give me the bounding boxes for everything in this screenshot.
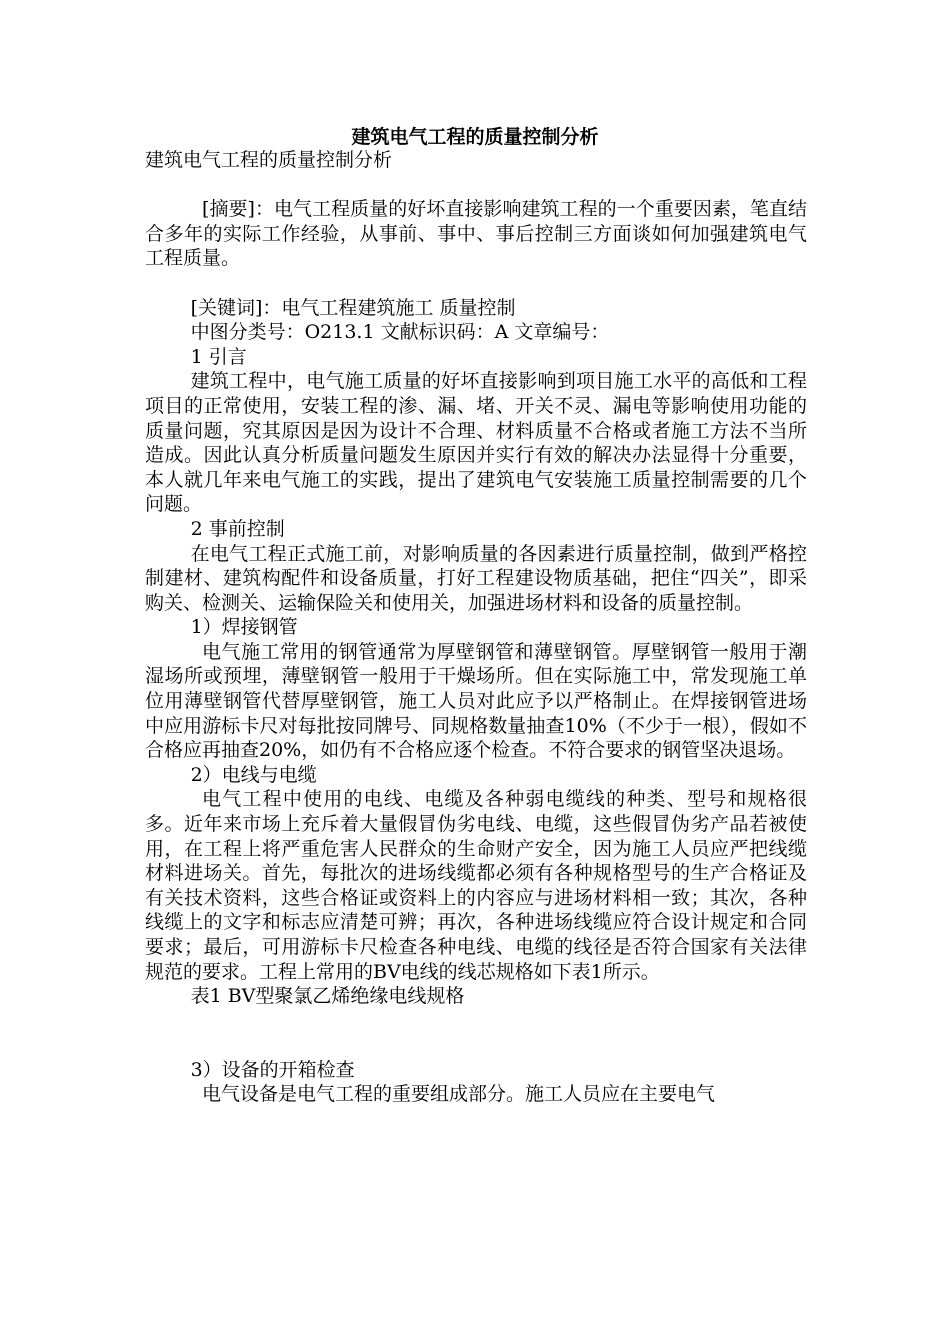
spacer — [145, 173, 807, 198]
document-subtitle: 建筑电气工程的质量控制分析 — [145, 149, 393, 171]
abstract-paragraph: [摘要]：电气工程质量的好坏直接影响建筑工程的一个重要因素，笔直结合多年的实际工作经验，从事前、事中、事后控制三方面谈如何加强建筑电气工程质量。 — [145, 198, 807, 270]
classification-line: 中图分类号：O213.1 文献标识码：A 文章编号： — [190, 321, 610, 344]
subsection-heading-welded-pipe: 1）焊接钢管 — [190, 616, 298, 639]
table-caption: 表1 BV型聚氯乙烯绝缘电线规格 — [190, 985, 465, 1008]
subsection-paragraph-welded-pipe: 电气施工常用的钢管通常为厚壁钢管和薄壁钢管。厚壁钢管一般用于潮湿场所或预埋，薄壁钢管一般用于干燥场所。但在实际施工中，常发现施工单位用薄壁钢管代替厚壁钢管，施工人员对此应予以严格制止。在焊接钢管进场中应用游标卡尺对每批按同牌号、同规格数量抽查10%（不少于一根），假如不合格应再抽查20%，如仍有不合格应逐个检查。不符合要求的钢管坚决退场。 — [145, 640, 807, 762]
document-body — [145, 148, 807, 1107]
subsection-heading-wire-cable: 2）电线与电缆 — [190, 763, 317, 786]
subsection-paragraph-equipment-inspection: 电气设备是电气工程的重要组成部分。施工人员应在主要电气 — [202, 1083, 716, 1106]
section-paragraph-pre-control: 在电气工程正式施工前，对影响质量的各因素进行质量控制，做到严格控制建材、建筑构配件和设备质量，打好工程建设物质基础，把住“四关”，即采购关、检测关、运输保险关和使用关，加强进场材料和设备的质量控制。 — [145, 542, 807, 614]
section-heading-pre-control: 2 事前控制 — [190, 517, 285, 540]
subsection-paragraph-wire-cable: 电气工程中使用的电线、电缆及各种弱电缆线的种类、型号和规格很多。近年来市场上充斥着大量假冒伪劣电线、电缆，这些假冒伪劣产品若被使用，在工程上将严重危害人民群众的生命财产安全，因为施工人员应严把线缆材料进场关。首先，每批次的进场线缆都必须有各种规格型号的生产合格证及有关技术资料，这些合格证或资料上的内容应与进场材料相一致；其次，各种线缆上的文字和标志应清楚可辨；再次，各种进场线缆应符合设计规定和合同要求；最后，可用游标卡尺检查各种电线、电缆的线径是否符合国家有关法律规范的要求。工程上常用的BV电线的线芯规格如下表1所示。 — [145, 788, 807, 983]
keywords-line: [关键词]：电气工程建筑施工 质量控制 — [190, 296, 516, 319]
document-title: 建筑电气工程的质量控制分析 — [351, 126, 599, 148]
section-paragraph-introduction: 建筑工程中，电气施工质量的好坏直接影响到项目施工水平的高低和工程项目的正常使用，安装工程的渗、漏、堵、开关不灵、漏电等影响使用功能的质量问题，究其原因是因为设计不合理、材料质量不合格或者施工方法不当所造成。因此认真分析质量问题发生原因并实行有效的解决办法显得十分重要，本人就几年来电气施工的实践，提出了建筑电气安装施工质量控制需要的几个问题。 — [145, 370, 807, 516]
subsection-heading-equipment-inspection: 3）设备的开箱检查 — [190, 1058, 355, 1081]
spacer — [145, 271, 807, 296]
table-placeholder — [145, 1009, 807, 1058]
section-heading-introduction: 1 引言 — [190, 345, 247, 368]
